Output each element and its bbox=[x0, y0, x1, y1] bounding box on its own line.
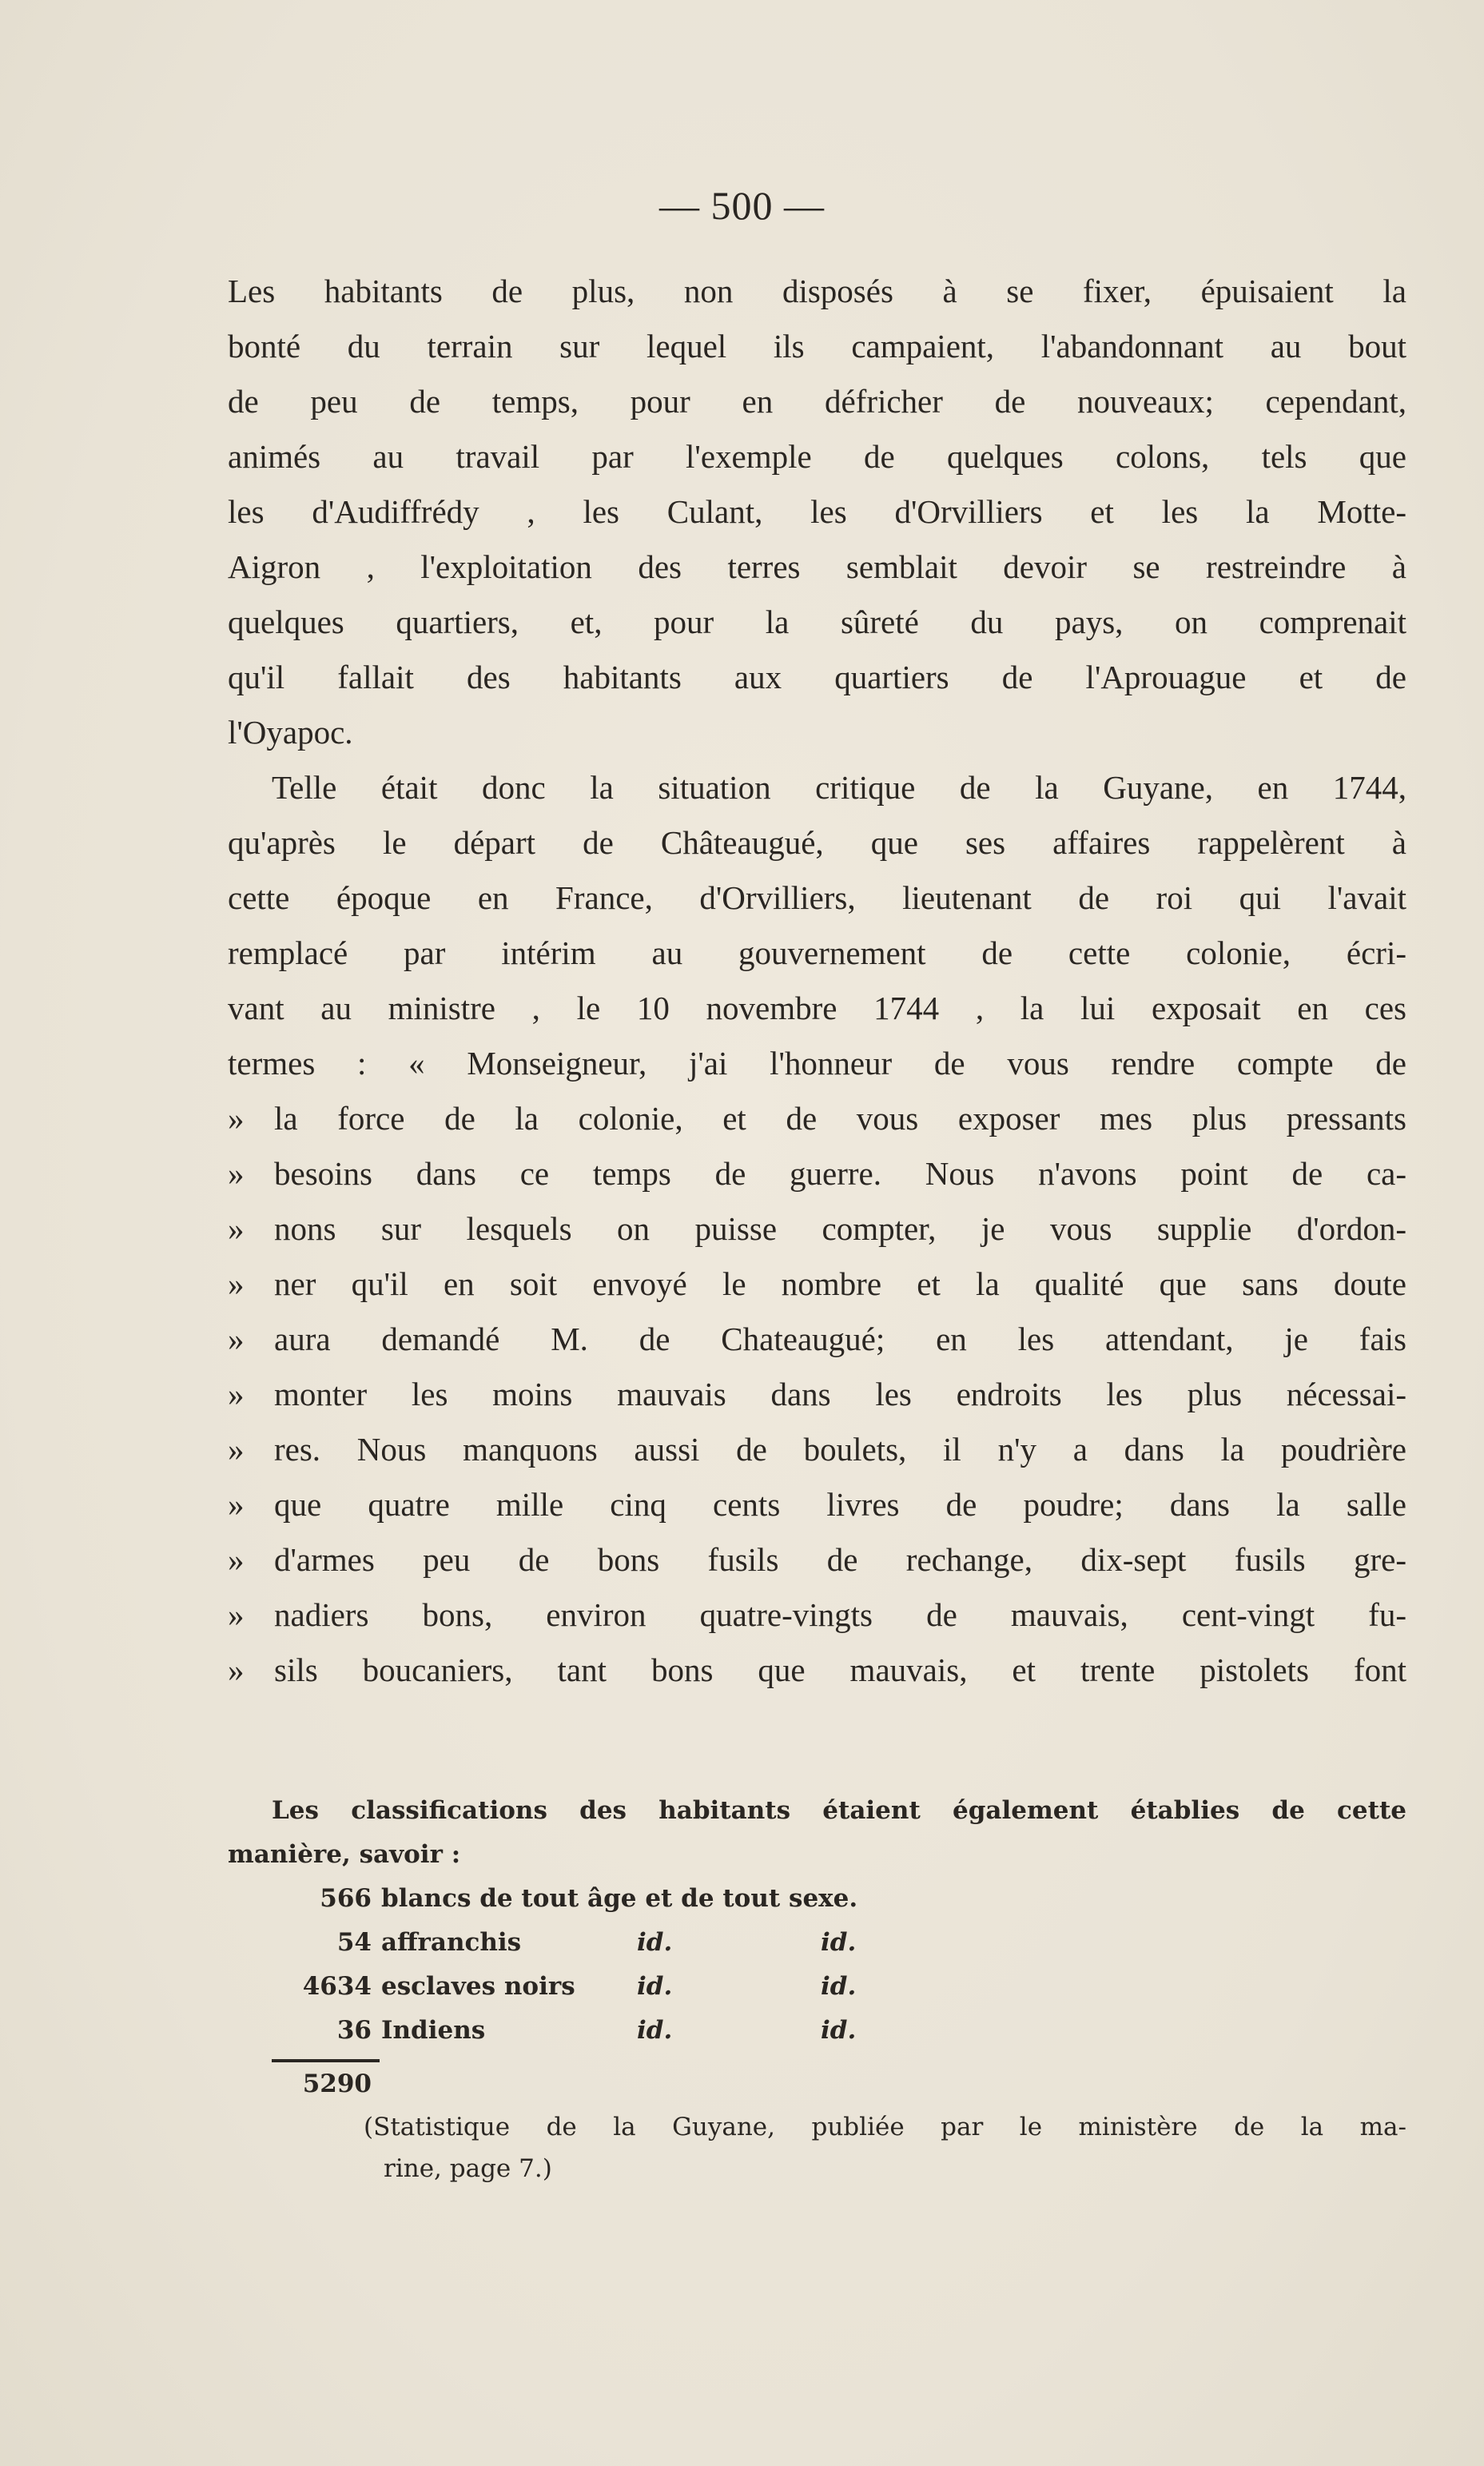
text-line: Aigron , l'exploitation des terres semblait devoir se restreindre à bbox=[228, 548, 1406, 585]
text-line: Telle était donc la situation critique de la Guyane, en 1744, bbox=[272, 769, 1406, 806]
quote-text: d'armes peu de bons fusils de rechange, dix-sept fusils gre- bbox=[274, 1541, 1406, 1578]
quote-line bbox=[228, 1257, 1406, 1312]
quote-mark: » bbox=[228, 1210, 245, 1247]
stat-row bbox=[272, 2009, 1406, 2053]
quote-text: res. Nous manquons aussi de boulets, il n'y a dans la poudrière bbox=[274, 1431, 1406, 1468]
text-line: termes : « Monseigneur, j'ai l'honneur de vous rendre compte de bbox=[228, 1045, 1406, 1082]
quote-line bbox=[228, 1422, 1406, 1477]
quote-line bbox=[228, 1643, 1406, 1698]
text-line: l'Oyapoc. bbox=[228, 714, 353, 751]
quote-line bbox=[228, 1367, 1406, 1422]
stat-row bbox=[272, 1965, 1406, 2009]
quote-mark: » bbox=[228, 1155, 245, 1192]
page-number: — 500 — bbox=[659, 183, 825, 228]
text-line: vant au ministre , le 10 novembre 1744 , la lui exposait en ces bbox=[228, 990, 1406, 1026]
stat-idem: id. bbox=[637, 2016, 673, 2045]
stat-count: 36 bbox=[336, 2016, 372, 2045]
quote-text: aura demandé M. de Chateaugué; en les attendant, je fais bbox=[274, 1321, 1406, 1357]
stat-idem: id. bbox=[821, 2016, 857, 2045]
source-line: rine, page 7.) bbox=[384, 2154, 552, 2183]
quote-line bbox=[228, 1532, 1406, 1588]
text-line: quelques quartiers, et, pour la sûreté du pays, on comprenait bbox=[228, 604, 1406, 640]
text-line: bonté du terrain sur lequel ils campaient, l'abandonnant au bout bbox=[228, 328, 1406, 365]
quote-mark: » bbox=[228, 1376, 245, 1412]
quote-text: monter les moins mauvais dans les endroits les plus nécessai- bbox=[274, 1376, 1406, 1412]
quote-line bbox=[228, 1091, 1406, 1146]
stat-idem: id. bbox=[821, 1928, 857, 1957]
text-line: qu'après le départ de Châteaugué, que ses affaires rappelèrent à bbox=[228, 824, 1406, 861]
footnote-intro-cont: manière, savoir : bbox=[228, 1840, 461, 1869]
stat-label: blancs de tout âge et de tout sexe. bbox=[381, 1884, 858, 1913]
stat-row bbox=[272, 1921, 1406, 1965]
footnote bbox=[228, 1789, 1406, 2189]
quote-line bbox=[228, 1312, 1406, 1367]
text-line: de peu de temps, pour en défricher de nouveaux; cependant, bbox=[228, 383, 1406, 420]
quote-line bbox=[228, 1201, 1406, 1257]
quote-text: sils boucaniers, tant bons que mauvais, et trente pistolets font bbox=[274, 1651, 1406, 1688]
quote-mark: » bbox=[228, 1100, 245, 1137]
stat-row bbox=[272, 1877, 1406, 1921]
text-line: remplacé par intérim au gouvernement de cette colonie, écri- bbox=[228, 934, 1406, 971]
source-line: (Statistique de la Guyane, publiée par le ministère de la ma- bbox=[364, 2113, 1406, 2141]
stat-count: 566 bbox=[320, 1884, 372, 1913]
stat-label: esclaves noirs bbox=[381, 1972, 575, 2001]
stat-count: 4634 bbox=[302, 1972, 372, 2001]
quote-mark: » bbox=[228, 1431, 245, 1468]
quote-mark: » bbox=[228, 1596, 245, 1633]
text-line: qu'il fallait des habitants aux quartiers de l'Aprouague et de bbox=[228, 659, 1406, 695]
quote-text: nons sur lesquels on puisse compter, je vous supplie d'ordon- bbox=[274, 1210, 1406, 1247]
quote-line bbox=[228, 1146, 1406, 1201]
text-line: cette époque en France, d'Orvilliers, lieutenant de roi qui l'avait bbox=[228, 879, 1406, 916]
quote-text: nadiers bons, environ quatre-vingts de mauvais, cent-vingt fu- bbox=[274, 1596, 1406, 1633]
text-line: animés au travail par l'exemple de quelques colons, tels que bbox=[228, 438, 1406, 475]
stat-total: 5290 bbox=[302, 2070, 372, 2098]
footnote-source bbox=[364, 2106, 1406, 2189]
stat-label: Indiens bbox=[381, 2016, 486, 2045]
quote-mark: » bbox=[228, 1265, 245, 1302]
quote-mark: » bbox=[228, 1321, 245, 1357]
quote-text: ner qu'il en soit envoyé le nombre et la qualité que sans doute bbox=[274, 1265, 1406, 1302]
quote-text: que quatre mille cinq cents livres de poudre; dans la salle bbox=[274, 1486, 1406, 1523]
quote-mark: » bbox=[228, 1651, 245, 1688]
quote-mark: » bbox=[228, 1541, 245, 1578]
quote-line bbox=[228, 1477, 1406, 1532]
stat-idem: id. bbox=[821, 1972, 857, 2001]
stat-count: 54 bbox=[336, 1928, 372, 1957]
text-line: Les habitants de plus, non disposés à se fixer, épuisaient la bbox=[228, 273, 1406, 309]
stat-label: affranchis bbox=[381, 1928, 522, 1957]
text-line: les d'Audiffrédy , les Culant, les d'Orvilliers et les la Motte- bbox=[228, 493, 1406, 530]
main-text bbox=[228, 264, 1406, 1698]
stat-idem: id. bbox=[637, 1928, 673, 1957]
quote-mark: » bbox=[228, 1486, 245, 1523]
quote-text: la force de la colonie, et de vous exposer mes plus pressants bbox=[274, 1100, 1406, 1137]
quote-text: besoins dans ce temps de guerre. Nous n'avons point de ca- bbox=[274, 1155, 1406, 1192]
stat-idem: id. bbox=[637, 1972, 673, 2001]
quote-line bbox=[228, 1588, 1406, 1643]
footnote-intro: Les classifications des habitants étaient également établies de cette bbox=[272, 1796, 1406, 1825]
